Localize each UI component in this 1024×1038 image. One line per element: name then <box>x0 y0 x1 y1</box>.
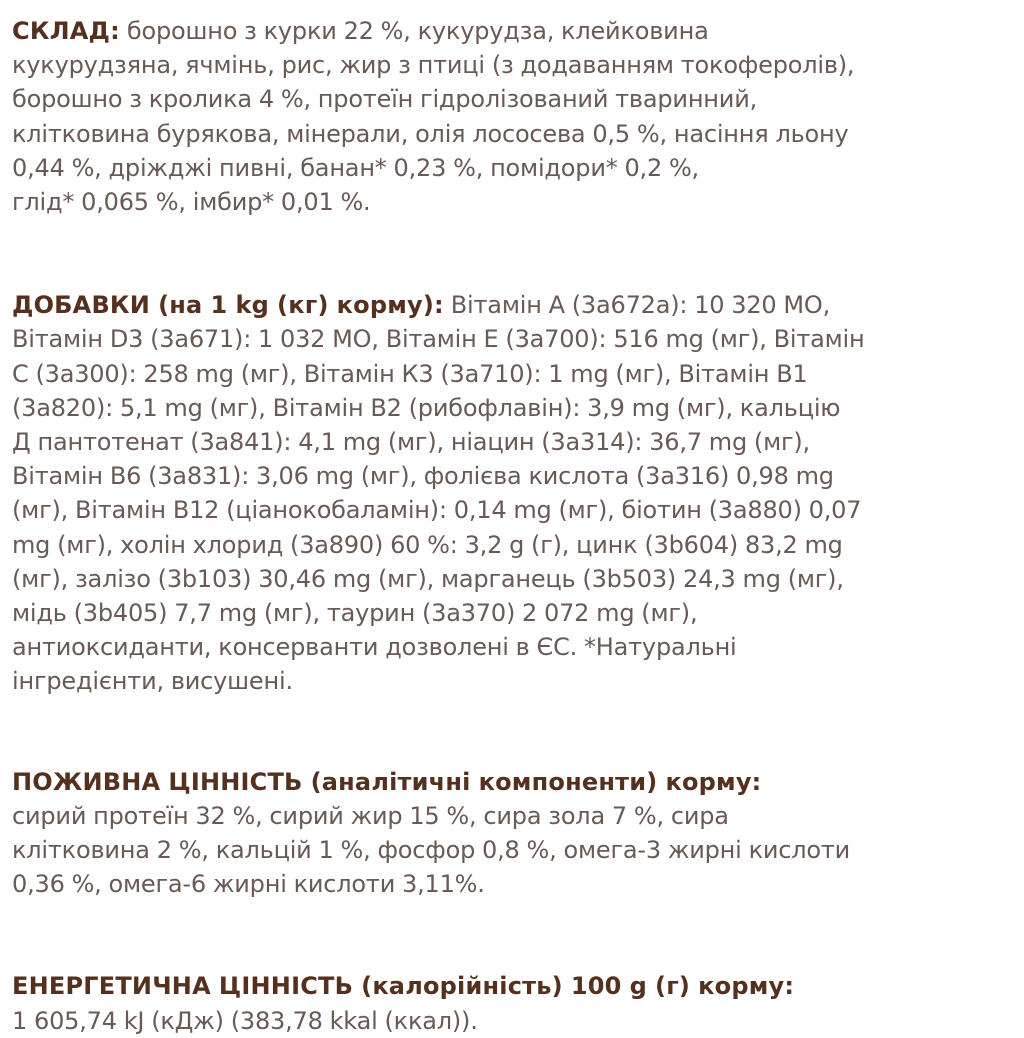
additives-line-7: (мг), Вітамін В12 (ціанокобаламін): 0,14 mg (мг), біотин (3а880) 0,07 <box>12 496 862 525</box>
additives-line-1 <box>12 288 1016 322</box>
additives-line-4: (3а820): 5,1 mg (мг), Вітамін В2 (рибофлавін): 3,9 mg (мг), кальцію <box>12 393 841 422</box>
additives-line-12: інгредієнти, висушені. <box>12 667 293 696</box>
additives-line-2: Вітамін D3 (3а671): 1 032 МО, Вітамін Е (3а700): 516 mg (мг), Вітамін <box>12 325 865 354</box>
composition-line-3: борошно з кролика 4 %, протеїн гідролізований тваринний, <box>12 85 758 114</box>
additives-heading: ДОБАВКИ (на 1 kg (кг) корму): <box>12 291 444 320</box>
nutrition-heading: ПОЖИВНА ЦІННІСТЬ (аналітичні компоненти) корму: <box>12 767 762 796</box>
nutrition-line-3: 0,36 %, омега-6 жирні кислоти 3,11%. <box>12 870 485 899</box>
composition-heading: СКЛАД: <box>12 17 120 45</box>
additives-text: Вітамін А (3а672а): 10 320 МО, <box>450 291 831 320</box>
additives-line-11: антиоксиданти, консерванти дозволені в ЄС. *Натуральні <box>12 633 737 662</box>
ingredients-label <box>12 14 1016 1038</box>
additives-line-8: mg (мг), холін хлорид (3а890) 60 %: 3,2 g (г), цинк (3b604) 83,2 mg <box>12 530 843 559</box>
composition-line-5: 0,44 %, дріжджі пивні, банан* 0,23 %, помідори* 0,2 %, <box>12 153 699 182</box>
composition-line-2: кукурудзяна, ячмінь, рис, жир з птиці (з додаванням токоферолів), <box>12 51 855 80</box>
energy-line-1: 1 605,74 kJ (кДж) (383,78 kkal (ккал)). <box>12 1006 478 1035</box>
nutrition-line-2: клітковина 2 %, кальцій 1 %, фосфор 0,8 %, омега-3 жирні кислоти <box>12 836 851 865</box>
composition-line-1 <box>12 14 1016 48</box>
additives-line-10: мідь (3b405) 7,7 mg (мг), таурин (3а370) 2 072 mg (мг), <box>12 599 698 628</box>
additives-line-5: Д пантотенат (3а841): 4,1 mg (мг), ніацин (3а314): 36,7 mg (мг), <box>12 428 810 457</box>
energy-section <box>12 969 1016 1037</box>
composition-line-4: клітковина бурякова, мінерали, олія лососева 0,5 %, насіння льону <box>12 119 849 148</box>
additives-line-9: (мг), залізо (3b103) 30,46 mg (мг), марганець (3b503) 24,3 mg (мг), <box>12 564 844 593</box>
composition-line-6: глід* 0,065 %, імбир* 0,01 %. <box>12 188 371 217</box>
nutrition-section <box>12 765 1016 902</box>
composition-section <box>12 14 1016 219</box>
nutrition-line-1: сирий протеїн 32 %, сирий жир 15 %, сира зола 7 %, сира <box>12 801 729 830</box>
additives-section <box>12 288 1016 698</box>
composition-text: борошно з курки 22 %, кукурудза, клейковина <box>126 17 709 45</box>
additives-line-3: С (3а300): 258 mg (мг), Вітамін К3 (3а710): 1 mg (мг), Вітамін В1 <box>12 359 808 388</box>
additives-line-6: Вітамін В6 (3а831): 3,06 mg (мг), фолієва кислота (3а316) 0,98 mg <box>12 462 834 491</box>
energy-heading: ЕНЕРГЕТИЧНА ЦІННІСТЬ (калорійність) 100 g (г) корму: <box>12 972 795 1001</box>
